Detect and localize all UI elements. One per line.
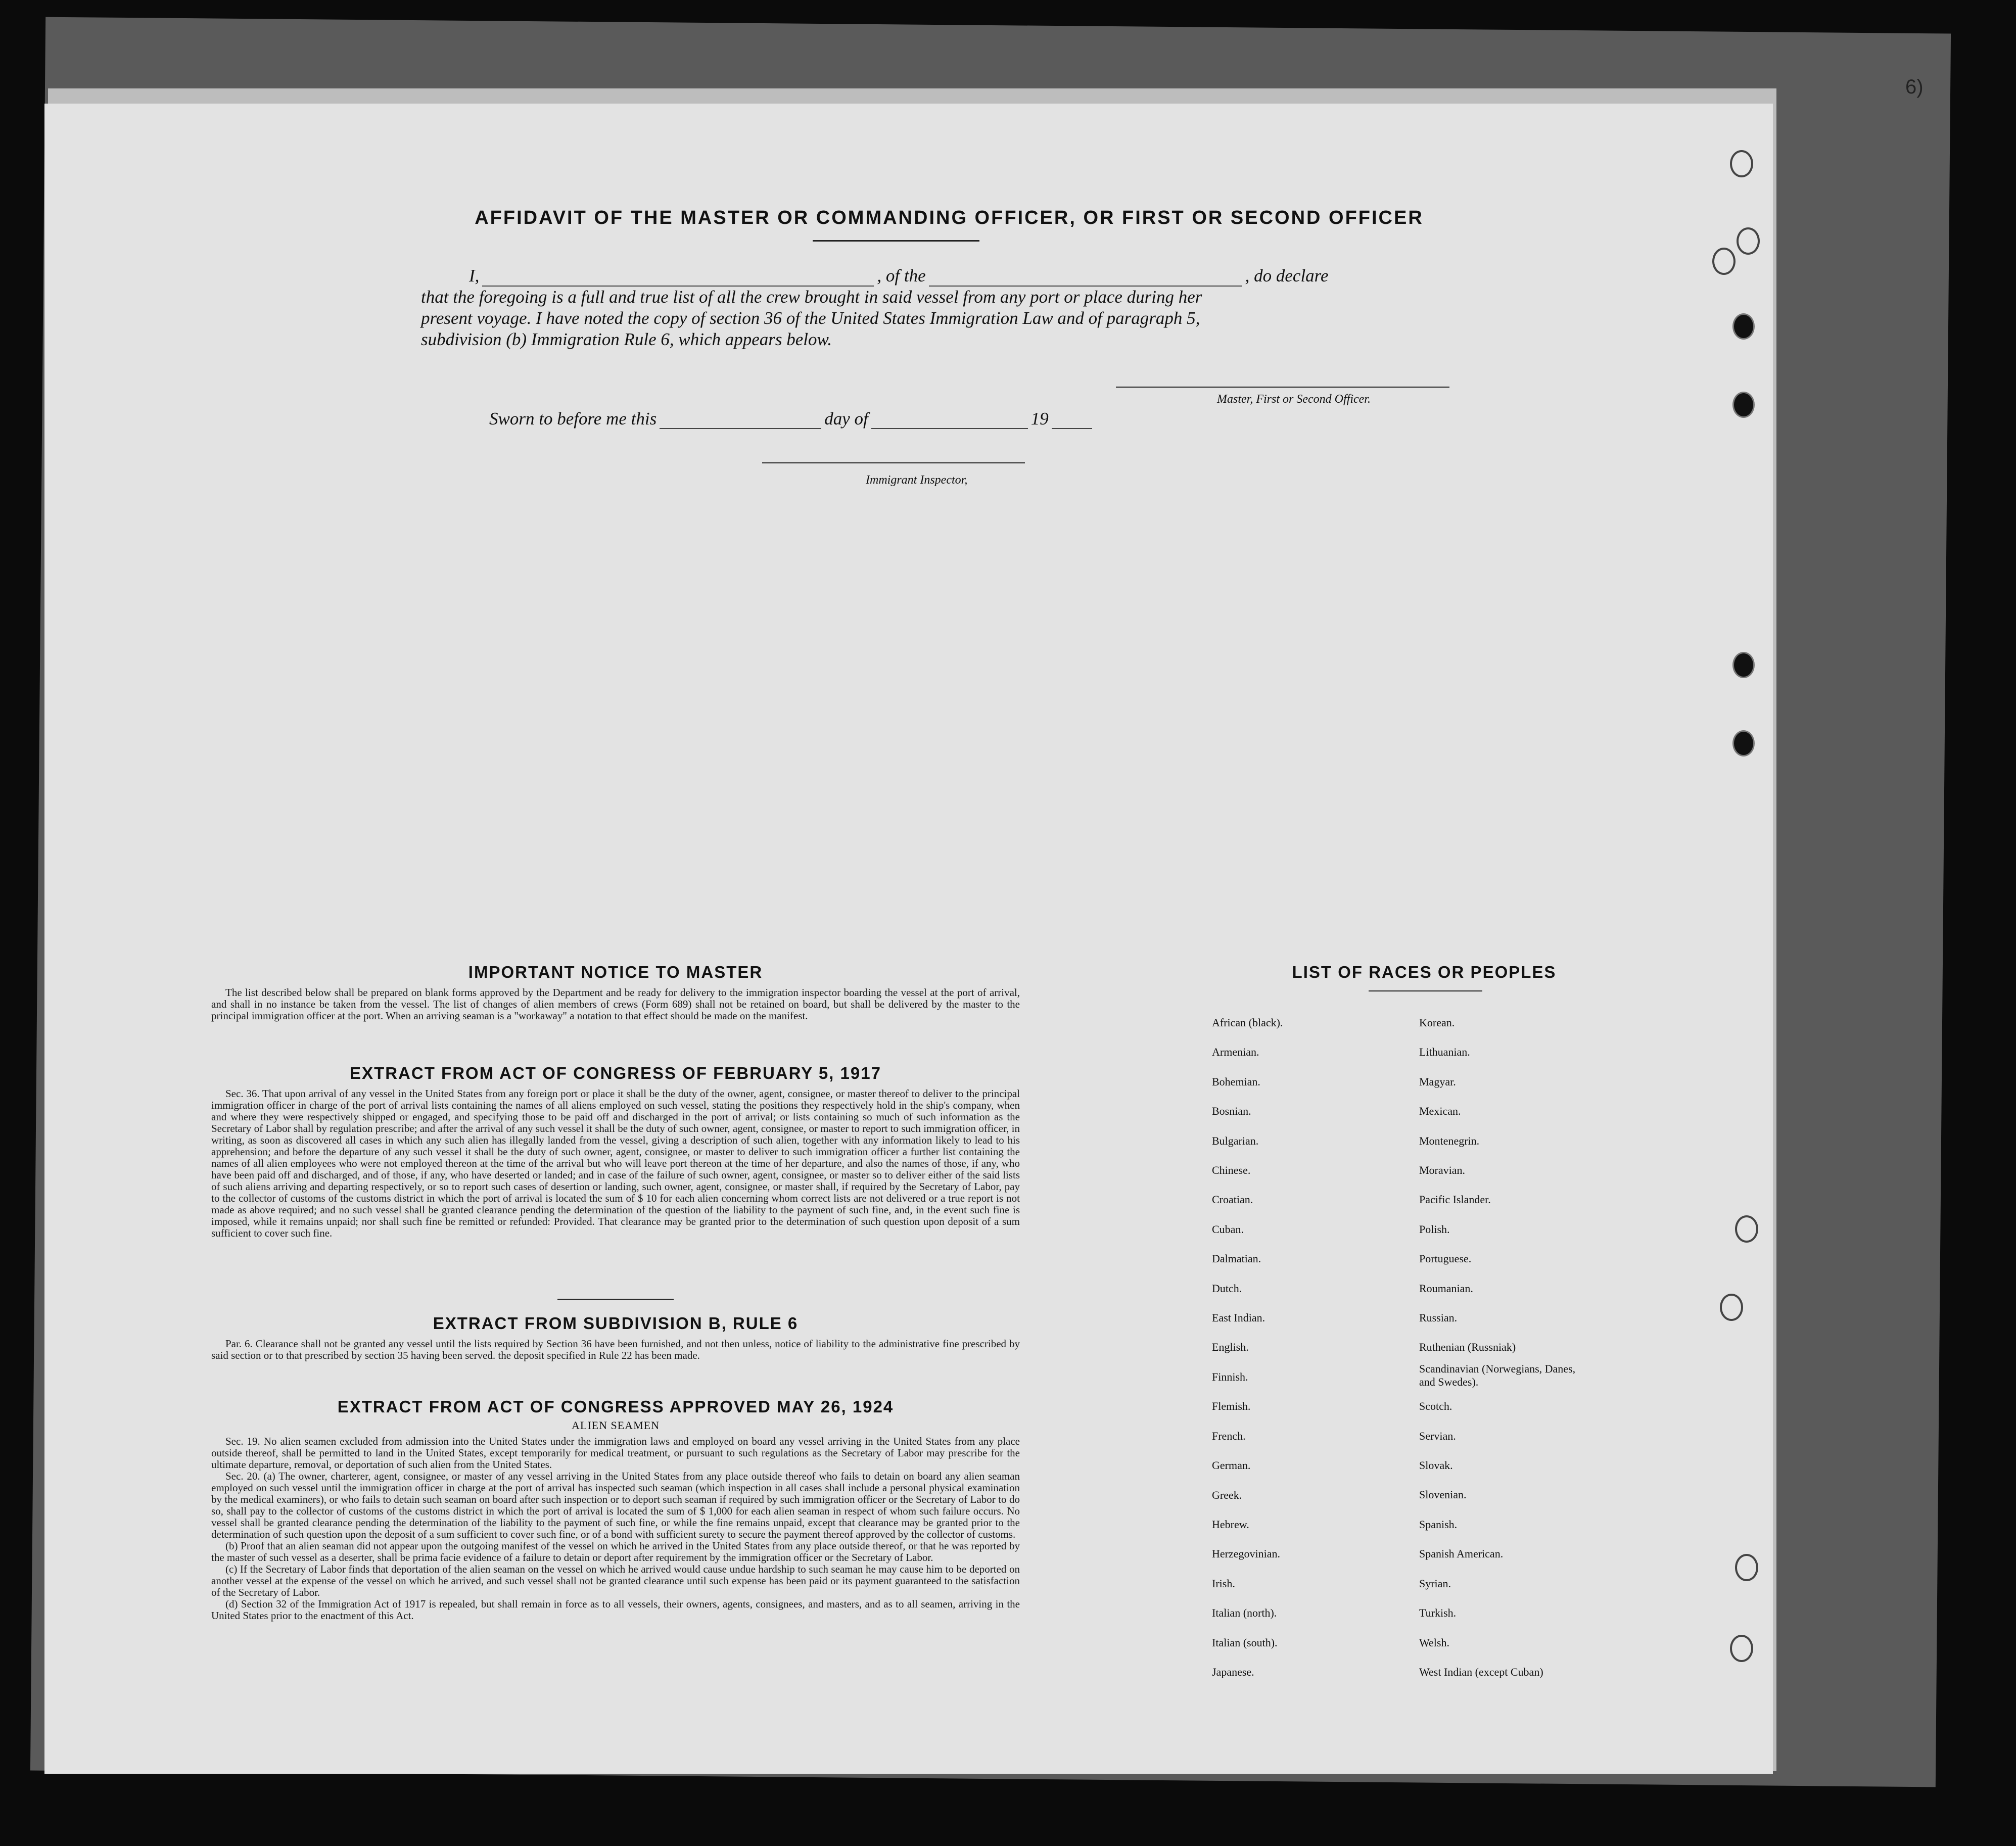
affidavit-line-3: present voyage. I have noted the copy of section 36 of the United States Immigration Law and of paragraph 5, [421, 308, 1200, 328]
race-item: Slovenian. [1419, 1488, 1467, 1501]
extract-1924-body [211, 1436, 1020, 1622]
rule6-title: EXTRACT FROM SUBDIVISION B, RULE 6 [433, 1314, 799, 1333]
race-item: Bohemian. [1212, 1075, 1260, 1088]
binder-hole [1732, 730, 1755, 756]
race-item: French. [1212, 1429, 1246, 1442]
binder-hole [1730, 1635, 1753, 1662]
binder-hole [1735, 1554, 1758, 1581]
race-item: Greek. [1212, 1488, 1242, 1501]
race-item: Turkish. [1419, 1606, 1457, 1620]
race-item: Scandinavian (Norwegians, Danes, and Swedes). [1419, 1362, 1576, 1388]
races-left-column [1212, 1008, 1283, 1687]
race-item: Scotch. [1419, 1400, 1452, 1413]
binder-hole [1712, 248, 1736, 275]
extract-1917-paragraph: Sec. 36. That upon arrival of any vessel in the United States from any foreign port or place it shall be the duty of the owner, agent, consignee, or master thereof to deliver to the principal immigration officer in charge of the port of arrival lists containing the names of all aliens employed on such vessel, stating the positions they respectively hold in the ship's company, when and where they were respectively shipped or engaged, and specifying those to be paid off and discharged in the port of arrival; or lists containing so much of such information as the Secretary of Labor shall by regulation prescribe; and after the arrival of any such vessel it shall be the duty of such owner, agent, consignee, or master to report to such immigration officer, in writing, as soon as discovered all cases in which any such alien has illegally landed from the vessel, giving a description of such alien, together with any information likely to lead to his apprehension; and before the departure of any such vessel it shall be the duty of such owner, agent, consignee, or master to deliver to such immigration officer a further list containing the names of all alien employees who were not employed thereon at the time of the arrival but who will leave port thereon at the time of her departure, and also the names of those, if any, who have been paid off and discharged, and of those, if any, who have deserted or landed; and in case of the failure of such owner, agent, consignee, or master so to deliver either of the said lists of such aliens arriving and departing respectively, or so to report such cases of desertion or landing, such owner, agent, consignee, or master shall, if required by the Secretary of Labor, pay to the collector of customs of the customs district in which the port of arrival is located the sum of $ 10 for each alien concerning whom correct lists are not delivered or a true report is not made as above required; and no such vessel shall be granted clearance pending the determination of the question of the liability to the payment of such fine, and, in the event such fine is imposed, while it remains unpaid; nor shall such fine be remitted or refunded: Provided. That clearance may be granted prior to the determination of such question upon deposit of a sum sufficient to cover such fine. [211, 1087, 1020, 1239]
extract-1917-title: EXTRACT FROM ACT OF CONGRESS OF FEBRUARY 5, 1917 [350, 1064, 881, 1082]
race-item: Welsh. [1419, 1636, 1449, 1649]
extract-1917-body [211, 1088, 1020, 1239]
rule6-body [211, 1338, 1020, 1361]
sworn-line [489, 409, 1095, 429]
master-caption: Master, First or Second Officer. [1217, 393, 1371, 406]
extract-1924-paragraph: (c) If the Secretary of Labor finds that deportation of the alien seaman on the vessel on which he arrived would cause undue hardship to such seaman he may cause him to be deported on another vessel at the expense of the vessel on which he arrived, and such vessel shall not be granted clearance until such expense has been paid or its payment guaranteed to the satisfaction of the Secretary of Labor. [211, 1563, 1020, 1598]
race-item: Dalmatian. [1212, 1252, 1261, 1265]
affidavit-line-1 [421, 265, 1437, 287]
race-item: Korean. [1419, 1016, 1455, 1029]
alien-seamen-subtitle: ALIEN SEAMEN [572, 1419, 660, 1432]
binder-hole [1737, 227, 1760, 255]
affidavit-line-2: that the foregoing is a full and true list of all the crew brought in said vessel from any port or place during her [421, 287, 1202, 307]
race-item: Mexican. [1419, 1105, 1461, 1118]
binder-hole [1732, 652, 1755, 678]
race-item: Moravian. [1419, 1164, 1466, 1177]
affidavit-of-the: , of the [877, 266, 926, 286]
race-item: Croatian. [1212, 1193, 1253, 1206]
race-item: Pacific Islander. [1419, 1193, 1491, 1206]
race-item: Slovak. [1419, 1459, 1453, 1472]
races-title: LIST OF RACES OR PEOPLES [1292, 963, 1557, 981]
binder-hole [1732, 392, 1755, 418]
corner-page-number: 6) [1905, 76, 1924, 98]
race-item: English. [1212, 1341, 1249, 1354]
race-item: Polish. [1419, 1222, 1450, 1236]
race-item: Spanish American. [1419, 1547, 1504, 1560]
sworn-year-blank[interactable] [1052, 428, 1092, 429]
race-item: Portuguese. [1419, 1252, 1472, 1265]
race-item: Cuban. [1212, 1222, 1244, 1236]
race-item: Flemish. [1212, 1400, 1251, 1413]
binder-hole [1735, 1215, 1758, 1243]
extract-1924-title: EXTRACT FROM ACT OF CONGRESS APPROVED MAY 26, 1924 [337, 1397, 894, 1416]
race-item: African (black). [1212, 1016, 1283, 1029]
sworn-day-blank[interactable] [660, 428, 821, 429]
race-item: German. [1212, 1459, 1251, 1472]
binder-hole [1730, 150, 1753, 177]
binder-hole [1732, 313, 1755, 340]
race-item: Chinese. [1212, 1164, 1251, 1177]
race-item: Servian. [1419, 1429, 1456, 1442]
extract-1924-paragraph: (b) Proof that an alien seaman did not appear upon the outgoing manifest of the vessel on which he arrived in the United States from any place outside thereof, or that he was reported by the master of such vessel as a deserter, shall be prima facie evidence of a failure to detain or deport after requirement by the immigration officer or the Secretary of Labor. [211, 1540, 1020, 1564]
extract-1924-paragraph: Sec. 20. (a) The owner, charterer, agent, consignee, or master of any vessel arriving in the United States from any place outside thereof who fails to detain on board any alien seaman employed on such vessel until the immigration officer in charge at the port of arrival has inspected such seaman (which inspection in all cases shall include a personal physical examination by the medical examiners), or who fails to detain such seaman on board after such inspection or to deport such seaman if required by such immigration officer or the Secretary of Labor to do so, shall pay to the collector of customs of the customs district in which the port of arrival is located the sum of $ 1,000 for each alien seaman in respect of whom such failure occurs. No vessel shall be granted clearance pending the determination of the liability to the payment of such fine, or while the fine remains unpaid, except that clearance may be granted prior to the determination of such question upon the deposit of a sum sufficient to cover such fine, or of a bond with sufficient surety to secure the payment thereof approved by the collector of customs. [211, 1470, 1020, 1540]
day-of-text: day of [824, 409, 868, 429]
race-item: Dutch. [1212, 1282, 1242, 1295]
race-item: Italian (south). [1212, 1636, 1278, 1649]
sworn-text: Sworn to before me this [489, 409, 657, 429]
race-item: Finnish. [1212, 1370, 1248, 1383]
master-name-blank[interactable] [482, 265, 874, 287]
race-item: Russian. [1419, 1311, 1458, 1324]
title-rule [813, 240, 979, 242]
sworn-year: 19 [1030, 409, 1049, 429]
extract-1924-paragraph: (d) Section 32 of the Immigration Act of 1917 is repealed, but shall remain in force as to all vessels, their owners, agents, consignees, and masters, and as to all seamen, arriving in the United States prior to the enactment of this Act. [211, 1598, 1020, 1622]
races-right-column [1419, 1008, 1586, 1687]
vessel-name-blank[interactable] [929, 265, 1242, 287]
affidavit-title: AFFIDAVIT OF THE MASTER OR COMMANDING OFFICER, OR FIRST OR SECOND OFFICER [475, 207, 1424, 228]
race-item: Lithuanian. [1419, 1046, 1470, 1059]
notice-title: IMPORTANT NOTICE TO MASTER [468, 963, 763, 981]
race-item: Bosnian. [1212, 1105, 1251, 1118]
race-item: West Indian (except Cuban) [1419, 1665, 1543, 1678]
affidavit-do-declare: , do declare [1245, 266, 1329, 286]
sworn-month-blank[interactable] [871, 428, 1028, 429]
race-item: Syrian. [1419, 1577, 1451, 1590]
race-item: Irish. [1212, 1577, 1235, 1590]
race-item: Armenian. [1212, 1046, 1259, 1059]
manifest-page [44, 104, 1773, 1774]
inspector-caption: Immigrant Inspector, [866, 474, 968, 487]
inspector-signature-line[interactable] [762, 462, 1025, 463]
notice-body [211, 987, 1020, 1022]
affidavit-line-4: subdivision (b) Immigration Rule 6, which appears below. [421, 329, 832, 349]
race-item: East Indian. [1212, 1311, 1265, 1324]
race-item: Magyar. [1419, 1075, 1456, 1088]
rule6-paragraph: Par. 6. Clearance shall not be granted any vessel until the lists required by Section 36 have been furnished, and not then unless, notice of liability to the administrative fine prescribed by said section or to that prescribed by section 35 having been served. the deposit specified in Rule 22 has been made. [211, 1338, 1020, 1361]
binder-hole [1720, 1294, 1743, 1321]
race-item: Bulgarian. [1212, 1134, 1259, 1147]
race-item: Herzegovinian. [1212, 1547, 1280, 1560]
notice-paragraph: The list described below shall be prepared on blank forms approved by the Department and be ready for delivery to the immigration inspector boarding the vessel at the port of arrival, and shall in no instance be taken from the vessel. The list of changes of alien members of crews (Form 689) shall not be retained on board, but shall be delivered by the master to the principal immigration officer at the port. When an arriving seaman is a "workaway" a notation to that effect should be made on the manifest. [211, 986, 1020, 1022]
section-divider [557, 1299, 674, 1300]
race-item: Roumanian. [1419, 1282, 1473, 1295]
affidavit-i: I, [469, 266, 480, 286]
master-signature-line[interactable] [1116, 387, 1449, 388]
races-title-rule [1369, 990, 1482, 991]
race-item: Spanish. [1419, 1518, 1458, 1531]
race-item: Italian (north). [1212, 1606, 1277, 1620]
race-item: Japanese. [1212, 1665, 1254, 1678]
race-item: Montenegrin. [1419, 1134, 1480, 1147]
affidavit-text [421, 265, 1437, 350]
race-item: Hebrew. [1212, 1518, 1249, 1531]
extract-1924-paragraph: Sec. 19. No alien seamen excluded from admission into the United States under the immigration laws and employed on board any vessel arriving in the United States from any place outside thereof, shall be permitted to land in the United States, except temporarily for medical treatment, or pursuant to such regulations as the Secretary of Labor may prescribe for the ultimate departure, removal, or deportation of such alien from the United States. [211, 1435, 1020, 1471]
race-item: Ruthenian (Russniak) [1419, 1341, 1516, 1354]
